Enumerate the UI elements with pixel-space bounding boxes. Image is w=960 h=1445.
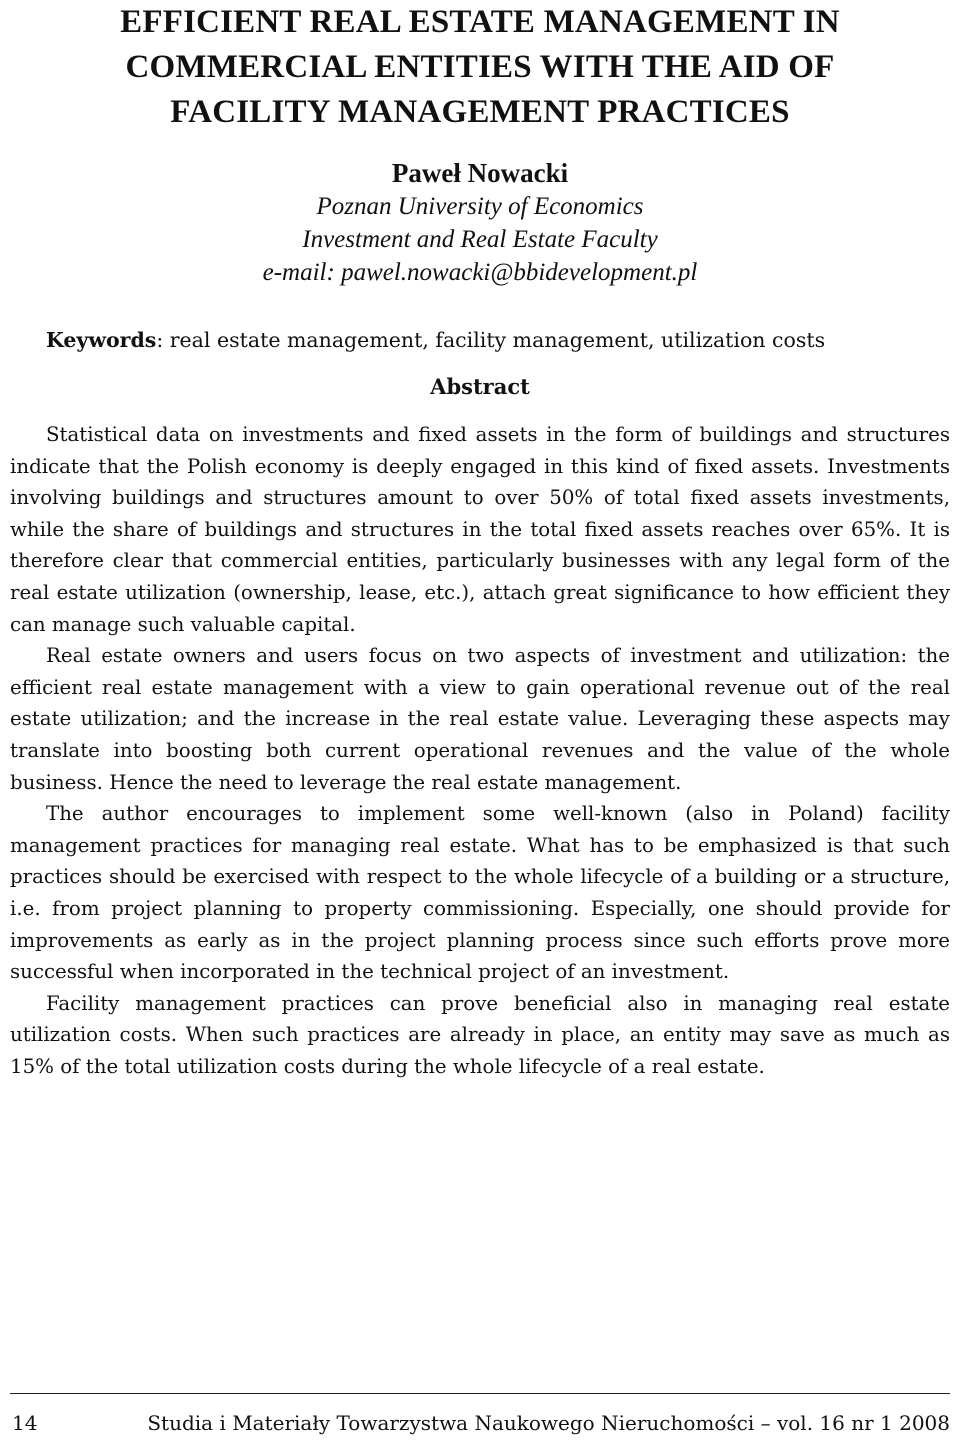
abstract-heading: Abstract — [430, 374, 530, 399]
abstract-body — [10, 419, 950, 1082]
keywords-label: Keywords — [46, 328, 157, 352]
author-block — [0, 156, 960, 289]
keywords-text: : real estate management, facility management, utilization costs — [156, 328, 826, 352]
footer-page-number: 14 — [12, 1411, 38, 1435]
author-email: e-mail: pawel.nowacki@bbidevelopment.pl — [262, 259, 698, 286]
footer-journal-name: Studia i Materiały Towarzystwa Naukowego Nieruchomości – vol. 16 nr 1 2008 — [147, 1411, 950, 1435]
author-affiliation: Poznan University of Economics — [316, 193, 644, 220]
abstract-paragraph: Real estate owners and users focus on two aspects of investment and utilization: the efficient real estate management with a view to gain operational revenue out of the real estate utilization; and the increase in the real estate value. Leveraging these aspects may translate into boosting both current operational revenues and the value of the whole business. Hence the need to leverage the real estate management. — [10, 644, 950, 794]
author-faculty: Investment and Real Estate Faculty — [302, 226, 658, 253]
keywords-line — [46, 324, 946, 356]
footer-divider — [10, 1393, 950, 1394]
paper-title: EFFICIENT REAL ESTATE MANAGEMENT IN COMMERCIAL ENTITIES WITH THE AID OF FACILITY MANAGEMENT PRACTICES — [120, 4, 840, 130]
abstract-paragraph: Facility management practices can prove beneficial also in managing real estate utilization costs. When such practices are already in place, an entity may save as much as 15% of the total utilization costs during the whole lifecycle of a real estate. — [10, 991, 950, 1078]
abstract-paragraph: Statistical data on investments and fixed assets in the form of buildings and structures indicate that the Polish economy is deeply engaged in this kind of fixed assets. Investments involving buildings and structures amount to over 50% of total fixed assets investments, while the share of buildings and structures in the total fixed assets reaches over 65%. It is therefore clear that commercial entities, particularly businesses with any legal form of the real estate utilization (ownership, lease, etc.), attach great significance to how efficient they can manage such valuable capital. — [10, 423, 950, 636]
abstract-paragraph: The author encourages to implement some well-known (also in Poland) facility management practices for managing real estate. What has to be emphasized is that such practices should be exercised with respect to the whole lifecycle of a building or a structure, i.e. from project planning to property commissioning. Especially, one should provide for improvements as early as in the project planning process since such efforts prove more successful when incorporated in the technical project of an investment. — [10, 802, 950, 984]
author-name: Paweł Nowacki — [391, 158, 569, 188]
